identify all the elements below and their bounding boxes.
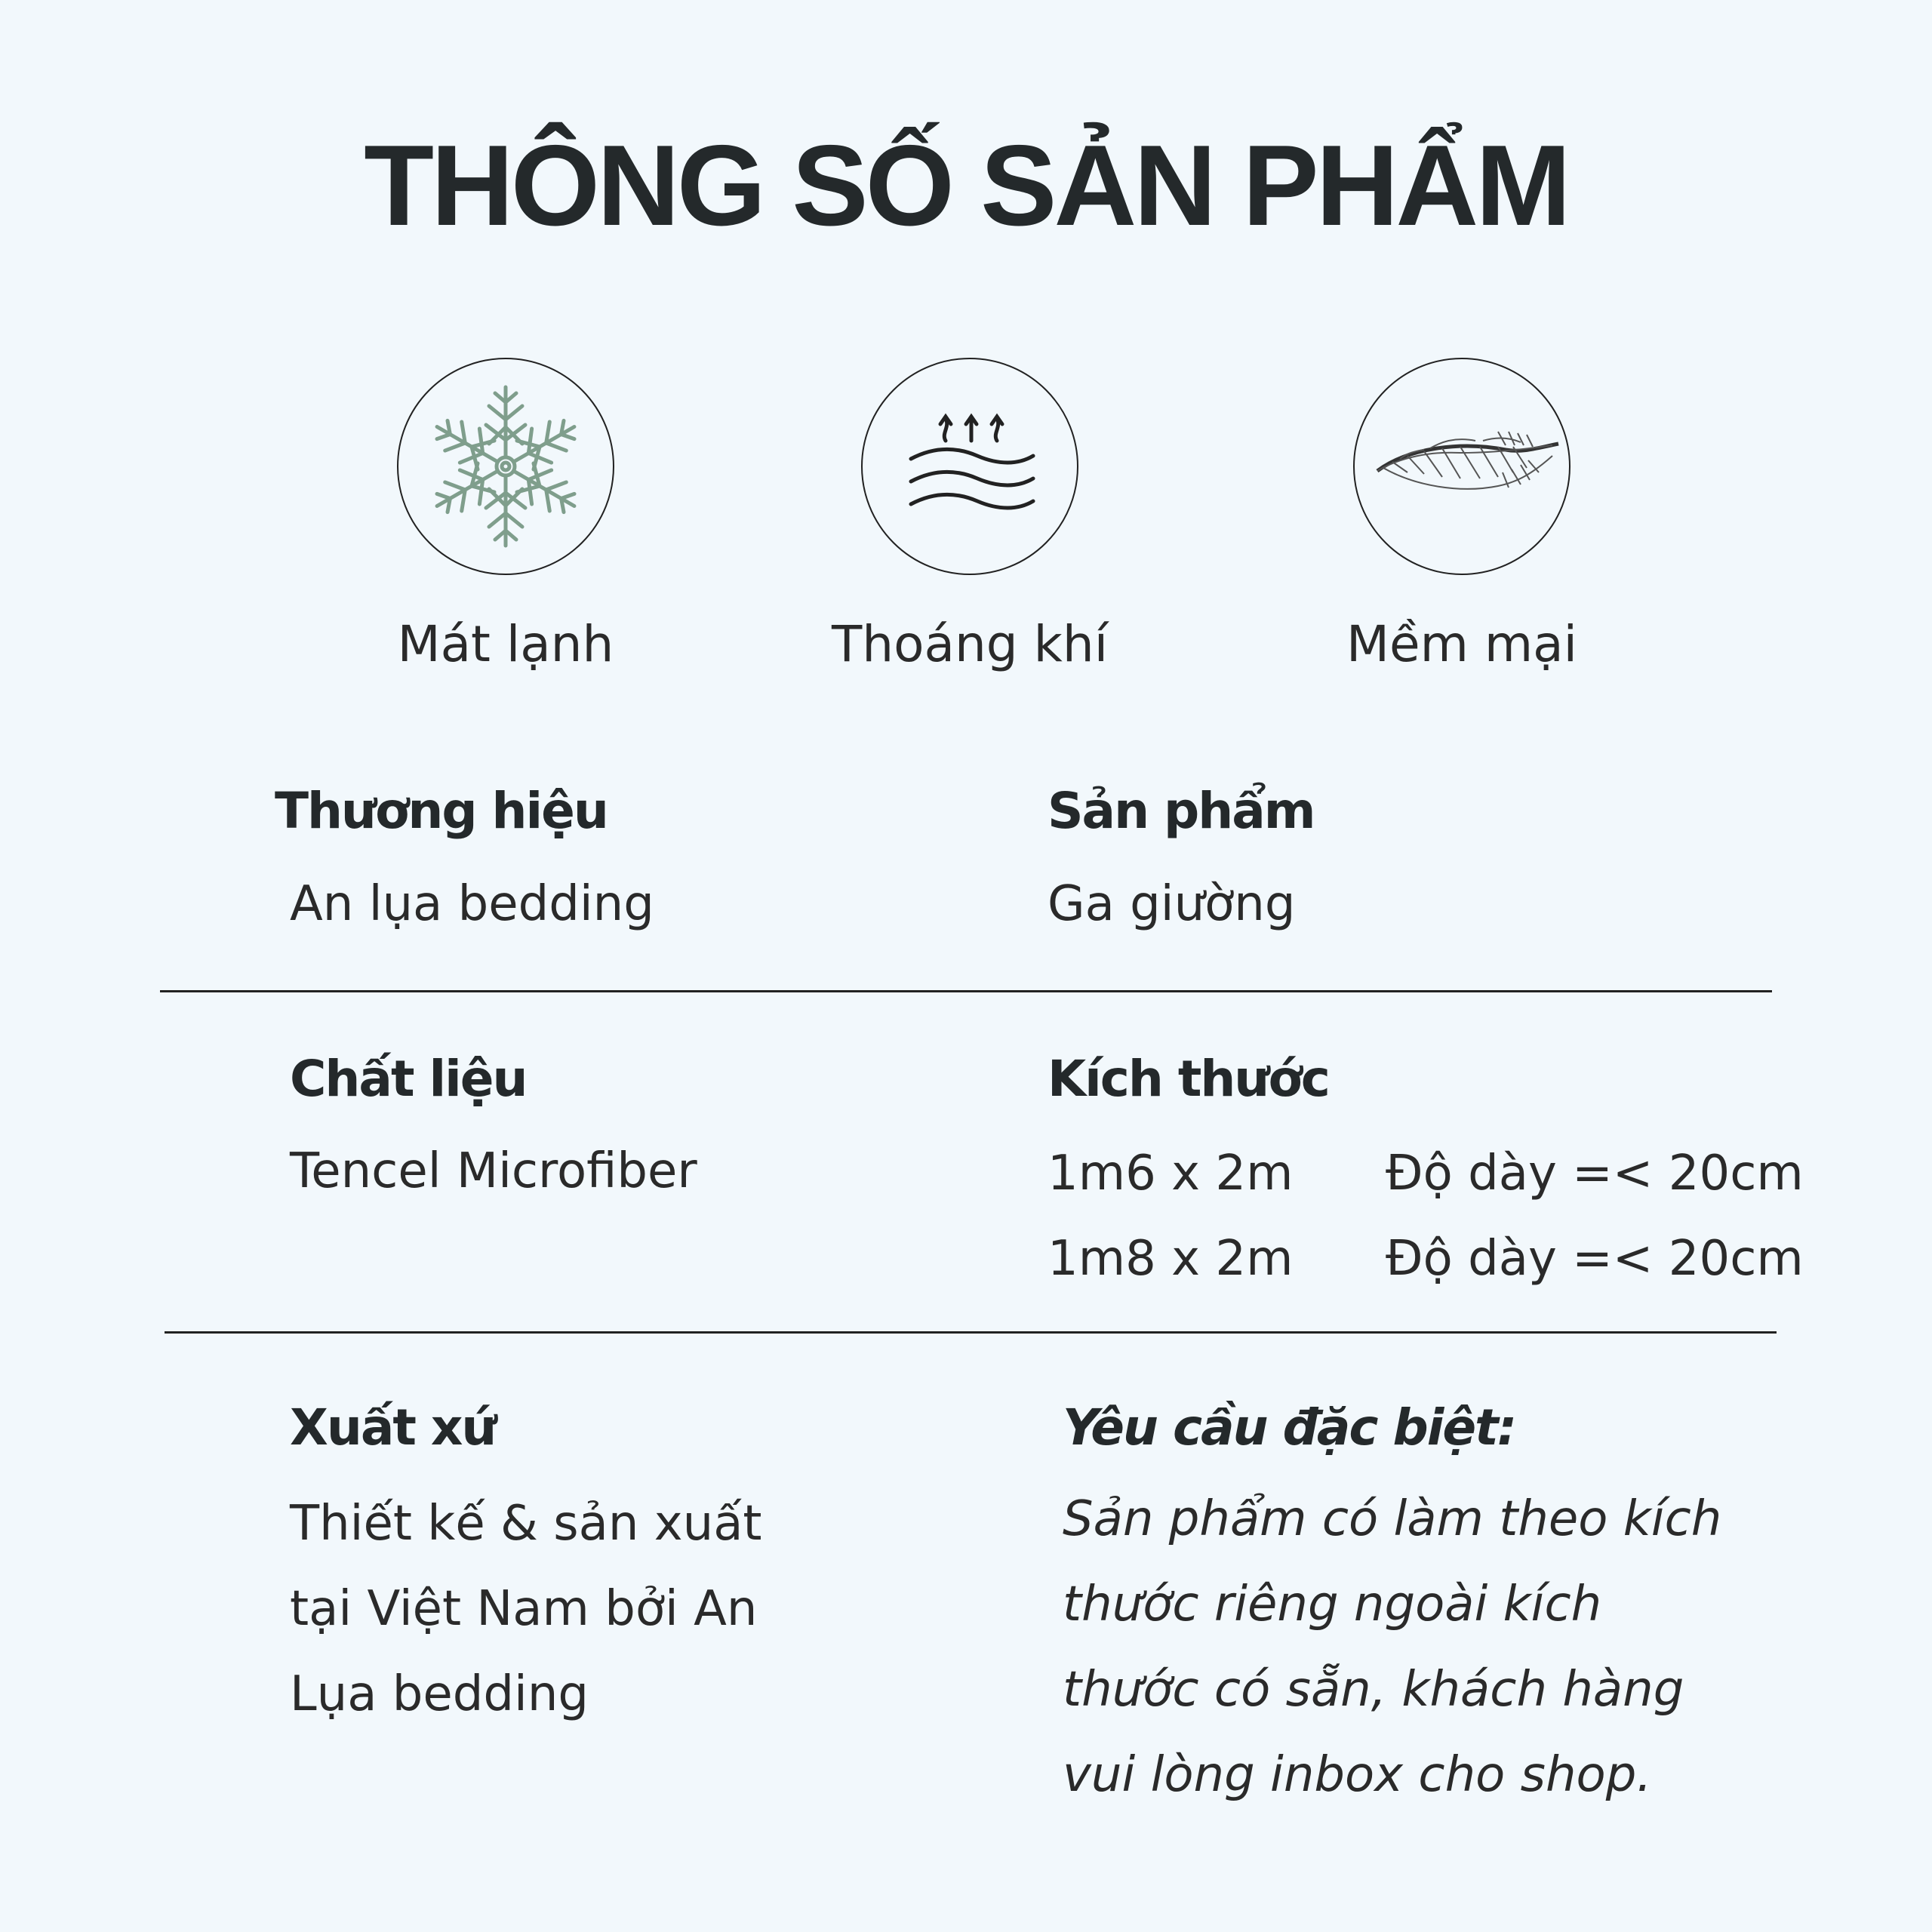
- origin-value: [290, 1481, 762, 1737]
- brand-value: An lụa bedding: [290, 876, 654, 932]
- special-line: Sản phẩm có làm theo kích: [1063, 1491, 1722, 1547]
- size-value-1: 1m6 x 2m: [1048, 1146, 1294, 1201]
- size-heading: Kích thước: [1048, 1050, 1329, 1108]
- feature-label: Mềm mại: [1346, 615, 1577, 673]
- material-value: Tencel Microfiber: [290, 1143, 697, 1199]
- snowflake-icon: [398, 359, 613, 574]
- brand-heading: Thương hiệu: [275, 782, 608, 840]
- airflow-icon: [863, 359, 1077, 574]
- origin-heading: Xuất xứ: [290, 1398, 496, 1457]
- feature-circle: [1353, 358, 1571, 575]
- special-line: thước riêng ngoài kích: [1063, 1577, 1602, 1632]
- origin-line: tại Việt Nam bởi An: [290, 1581, 758, 1637]
- special-heading: Yêu cầu đặc biệt:: [1063, 1398, 1516, 1457]
- size-value-2: 1m8 x 2m: [1048, 1231, 1294, 1287]
- divider: [160, 990, 1772, 992]
- product-heading: Sản phẩm: [1048, 782, 1315, 840]
- material-heading: Chất liệu: [290, 1050, 527, 1108]
- feature-circle: [861, 358, 1078, 575]
- feature-breathable: [743, 358, 1196, 675]
- feature-icon: [1355, 359, 1569, 574]
- thickness-value-2: Độ dày =< 20cm: [1386, 1231, 1804, 1287]
- thickness-value-1: Độ dày =< 20cm: [1386, 1146, 1804, 1201]
- product-value: Ga giường: [1048, 876, 1296, 932]
- feature-soft: [1235, 358, 1688, 675]
- feature-label: Mát lạnh: [397, 615, 614, 673]
- origin-line: Lụa bedding: [290, 1666, 589, 1722]
- origin-line: Thiết kế & sản xuất: [290, 1496, 762, 1552]
- feature-cooling: [279, 358, 732, 675]
- feature-circle: [397, 358, 614, 575]
- special-line: thước có sẵn, khách hàng: [1063, 1662, 1684, 1718]
- feature-label: Thoáng khí: [831, 615, 1109, 673]
- special-line: vui lòng inbox cho shop.: [1063, 1747, 1652, 1803]
- special-value: [1063, 1477, 1721, 1818]
- page-title: THÔNG SỐ SẢN PHẨM: [364, 122, 1568, 250]
- divider: [165, 1331, 1777, 1334]
